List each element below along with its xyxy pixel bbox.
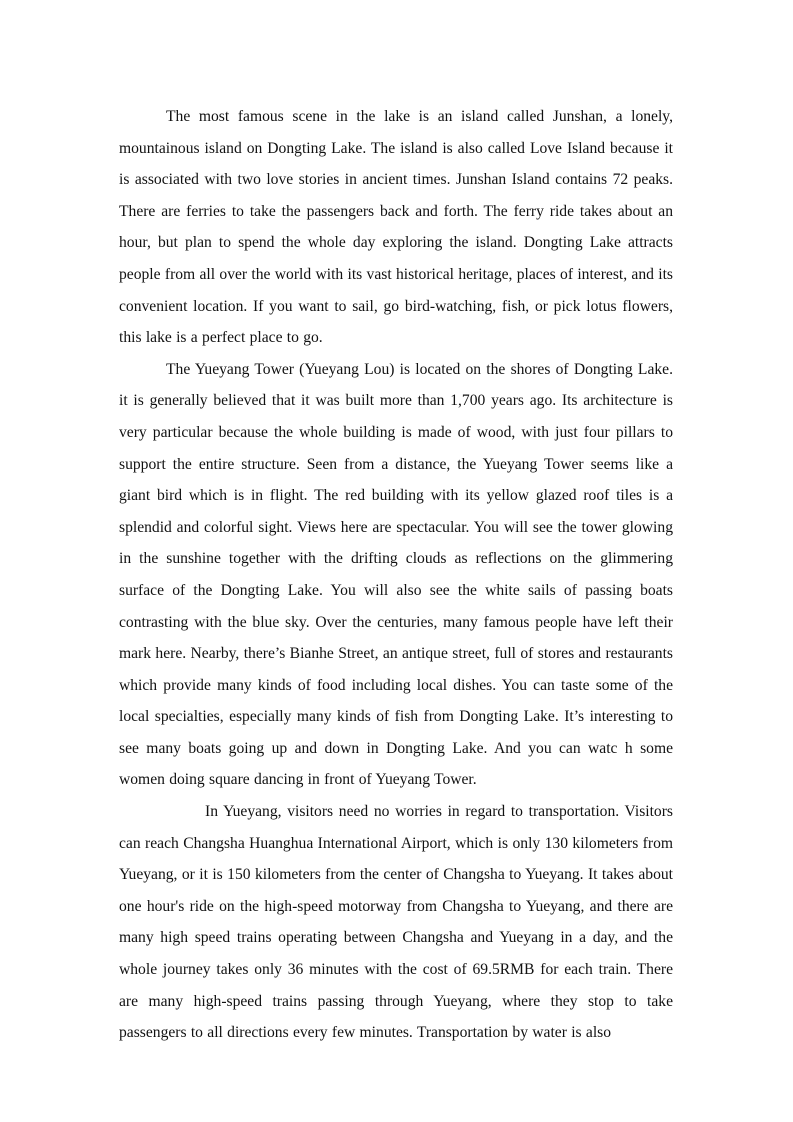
paragraph-transportation: In Yueyang, visitors need no worries in regard to transportation. Visitors can reach Changsha Huanghua International Airport, which is only 130 kilometers from Yueyang, or it is 150 kilometers from the center of Changsha to Yueyang. It takes about one hour's ride on the high-speed motorway from Changsha to Yueyang, and there are many high speed trains operating between Changsha and Yueyang in a day, and the whole journey takes only 36 minutes with the cost of 69.5RMB for each train. There are many high-speed trains passing through Yueyang, where they stop to take passengers to all directions every few minutes. Transportation by water is also (119, 803, 673, 1042)
paragraph-yueyang-tower: The Yueyang Tower (Yueyang Lou) is located on the shores of Dongting Lake. it is generally believed that it was built more than 1,700 years ago. Its architecture is very particular because the whole building is made of wood, with just four pillars to support the entire structure. Seen from a distance, the Yueyang Tower seems like a giant bird which is in flight. The red building with its yellow glazed roof tiles is a splendid and colorful sight. Views here are spectacular. You will see the tower glowing in the sunshine together with the drifting clouds as reflections on the glimmering surface of the Dongting Lake. You will also see the white sails of passing boats contrasting with the blue sky. Over the centuries, many famous people have left their mark here. Nearby, there’s Bianhe Street, an antique street, full of stores and restaurants which provide many kinds of food including local dishes. You can taste some of the local specialties, especially many kinds of fish from Dongting Lake. It’s interesting to see many boats going up and down in Dongting Lake. And you can watc h some women doing square dancing in front of Yueyang Tower. (119, 360, 673, 789)
body-text (119, 101, 673, 1049)
paragraph-junshan-island: The most famous scene in the lake is an island called Junshan, a lonely, mountainous island on Dongting Lake. The island is also called Love Island because it is associated with two love stories in ancient times. Junshan Island contains 72 peaks. There are ferries to take the passengers back and forth. The ferry ride takes about an hour, but plan to spend the whole day exploring the island. Dongting Lake attracts people from all over the world with its vast historical heritage, places of interest, and its convenient location. If you want to sail, go bird-watching, fish, or pick lotus flowers, this lake is a perfect place to go. (119, 108, 673, 347)
